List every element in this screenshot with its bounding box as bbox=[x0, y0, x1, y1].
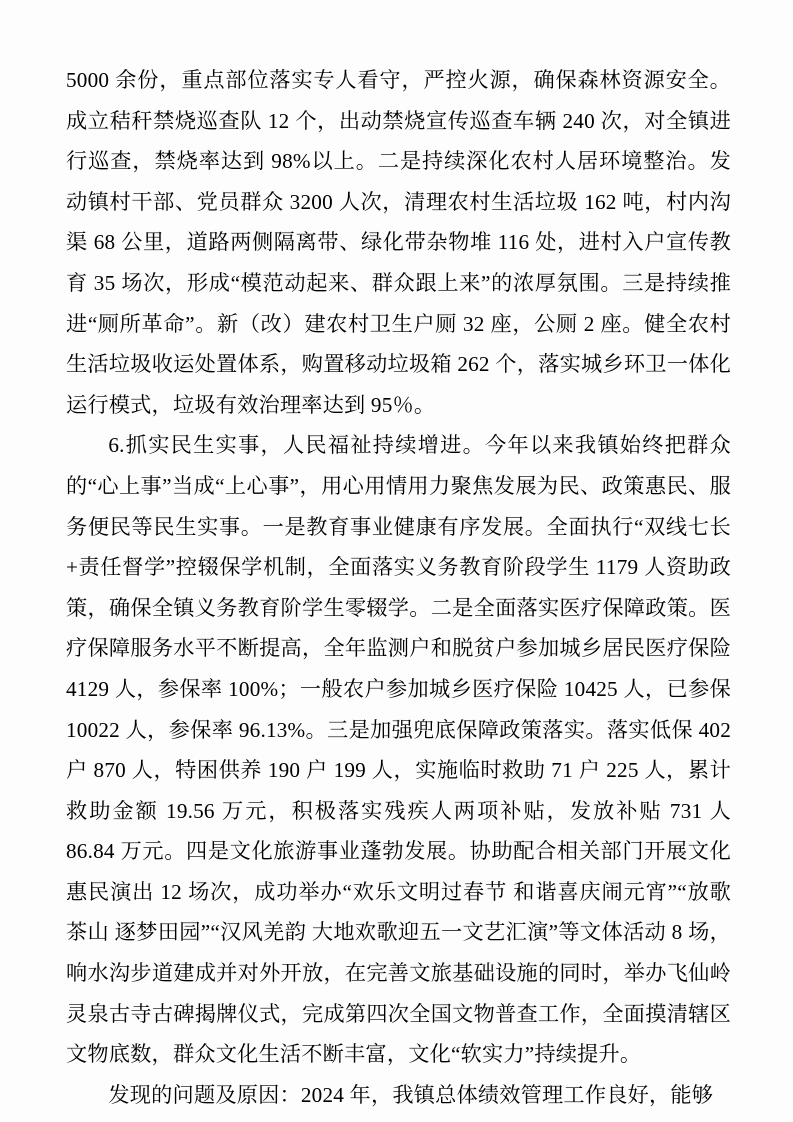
paragraph-2: 6.抓实民生实事，人民福祉持续增进。今年以来我镇始终把群众的“心上事”当成“上心事”，用心用情用力聚焦发展为民、政策惠民、服务便民等民生实事。一是教育事业健康有序发展。全面执行“双线七长+责任督学”控辍保学机制，全面落实义务教育阶段学生 1179 人资助政策，确保全镇义务教育阶学生零辍学。二是全面落实医疗保障政策。医疗保障服务水平不断提高，全年监测户和脱贫户参加城乡居民医疗保险 4129 人，参保率 100%；一般农户参加城乡医疗保险 10425 人，已参保 10022 人，参保率 96.13%。三是加强兜底保障政策落实。落实低保 402 户 870 人，特困供养 190 户 199 人，实施临时救助 71 户 225 人，累计救助金额 19.56 万元，积极落实残疾人两项补贴，发放补贴 731 人 86.84 万元。四是文化旅游事业蓬勃发展。协助配合相关部门开展文化惠民演出 12 场次，成功举办“欢乐文明过春节 和谐喜庆闹元宵”“放歌茶山 逐梦田园”“汉风羌韵 大地欢歌迎五一文艺汇演”等文体活动 8 场，响水沟步道建成并对外开放，在完善文旅基础设施的同时，举办飞仙岭灵泉古寺古碑揭牌仪式，完成第四次全国文物普查工作，全面摸清辖区文物底数，群众文化生活不断丰富，文化“软实力”持续提升。 bbox=[66, 433, 731, 1067]
paragraph-3: 发现的问题及原因：2024 年，我镇总体绩效管理工作良好，能够 bbox=[108, 1082, 714, 1107]
paragraph-1: 5000 余份，重点部位落实专人看守，严控火源，确保森林资源安全。成立秸秆禁烧巡查队 12 个，出动禁烧宣传巡查车辆 240 次，对全镇进行巡查，禁烧率达到 98%以上。二是持续深化农村人居环境整治。发动镇村干部、党员群众 3200 人次，清理农村生活垃圾 162 吨，村内沟渠 68 公里，道路两侧隔离带、绿化带杂物堆 116 处，进村入户宣传教育 35 场次，形成“模范动起来、群众跟上来”的浓厚氛围。三是持续推进“厕所革命”。新（改）建农村卫生户厕 32 座，公厕 2 座。健全农村生活垃圾收运处置体系，购置移动垃圾箱 262 个，落实城乡环卫一体化运行模式，垃圾有效治理率达到 95％。 bbox=[66, 68, 731, 417]
document-body bbox=[66, 60, 731, 1115]
